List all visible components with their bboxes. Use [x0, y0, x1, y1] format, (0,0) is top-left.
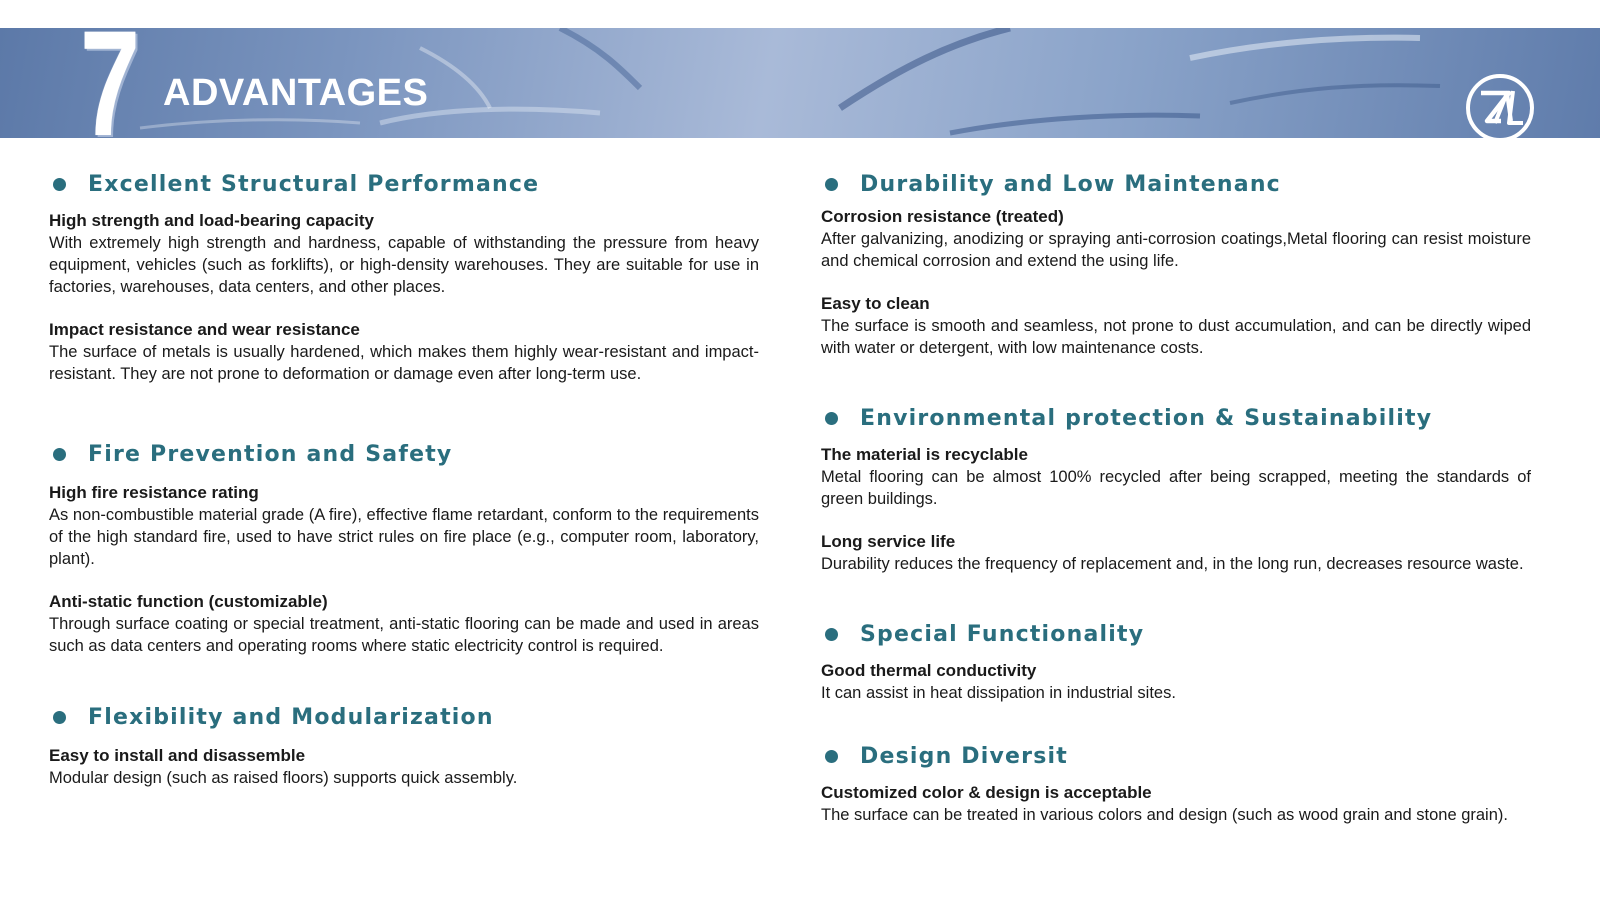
- list-item: [49, 482, 759, 570]
- list-item: [821, 782, 1531, 826]
- section-heading: Excellent Structural Performance: [88, 171, 540, 197]
- page-number: 7: [80, 0, 141, 167]
- item-text: Modular design (such as raised floors) supports quick assembly.: [49, 769, 518, 787]
- section-design-diversity: [821, 742, 1531, 826]
- section-heading: Durability and Low Maintenanc: [860, 171, 1281, 197]
- list-item: [49, 745, 759, 789]
- section-special-functionality: [821, 620, 1531, 704]
- list-item: [49, 210, 759, 298]
- bullet-icon: [53, 448, 66, 461]
- list-item: [821, 531, 1531, 575]
- section-fire-prevention: [49, 440, 759, 657]
- item-text: The surface can be treated in various colors and design (such as wood grain and stone grain).: [821, 806, 1508, 824]
- item-title: Easy to clean: [821, 294, 930, 313]
- section-structural-performance: [49, 170, 759, 385]
- item-title: Anti-static function (customizable): [49, 592, 328, 611]
- item-text: The surface is smooth and seamless, not prone to dust accumulation, and can be directly wiped with water or detergent, with low maintenance costs.: [821, 317, 1531, 357]
- item-text: Through surface coating or special treatment, anti-static flooring can be made and used in areas such as data centers and operating rooms where static electricity control is required.: [49, 615, 759, 655]
- bullet-icon: [825, 178, 838, 191]
- item-title: Impact resistance and wear resistance: [49, 320, 360, 339]
- item-title: Customized color & design is acceptable: [821, 783, 1152, 802]
- item-title: The material is recyclable: [821, 445, 1028, 464]
- item-title: Corrosion resistance (treated): [821, 207, 1064, 226]
- section-heading: Fire Prevention and Safety: [88, 441, 453, 467]
- item-title: Good thermal conductivity: [821, 661, 1037, 680]
- item-title: Long service life: [821, 532, 956, 551]
- bullet-icon: [825, 628, 838, 641]
- list-item: [49, 319, 759, 385]
- section-durability: [821, 170, 1531, 359]
- section-flexibility: [49, 703, 759, 789]
- bullet-icon: [825, 412, 838, 425]
- list-item: [821, 660, 1531, 704]
- item-title: Easy to install and disassemble: [49, 746, 306, 765]
- item-text: With extremely high strength and hardness, capable of withstanding the pressure from heavy equipment, vehicles (such as forklifts), or high-density warehouses. They are suitable for use in factories, warehouses, data centers, and other places.: [49, 234, 759, 296]
- section-heading: Flexibility and Modularization: [88, 704, 494, 730]
- section-heading: Environmental protection & Sustainability: [860, 405, 1433, 431]
- item-text: It can assist in heat dissipation in industrial sites.: [821, 684, 1176, 702]
- bullet-icon: [53, 178, 66, 191]
- item-text: Durability reduces the frequency of replacement and, in the long run, decreases resource waste.: [821, 555, 1524, 573]
- bullet-icon: [825, 750, 838, 763]
- list-item: [821, 444, 1531, 510]
- bullet-icon: [53, 711, 66, 724]
- list-item: [821, 293, 1531, 359]
- section-heading: Design Diversit: [860, 743, 1068, 769]
- page-title: ADVANTAGES: [163, 72, 429, 114]
- item-title: High fire resistance rating: [49, 483, 259, 502]
- item-title: High strength and load-bearing capacity: [49, 211, 374, 230]
- item-text: The surface of metals is usually hardened, which makes them highly wear-resistant and impact-resistant. They are not prone to deformation or damage even after long-term use.: [49, 343, 759, 383]
- ZAL-monogram-logo-icon: [1465, 73, 1535, 138]
- list-item: [49, 591, 759, 657]
- list-item: [821, 206, 1531, 272]
- section-heading: Special Functionality: [860, 621, 1145, 647]
- item-text: After galvanizing, anodizing or spraying anti-corrosion coatings,Metal flooring can resist moisture and chemical corrosion and extend the using life.: [821, 230, 1531, 270]
- item-text: As non-combustible material grade (A fire), effective flame retardant, conform to the requirements of the high standard fire, used to have strict rules on fire place (e.g., computer room, laboratory, plant).: [49, 506, 759, 568]
- section-environmental: [821, 404, 1531, 575]
- item-text: Metal flooring can be almost 100% recycled after being scrapped, meeting the standards of green buildings.: [821, 468, 1531, 508]
